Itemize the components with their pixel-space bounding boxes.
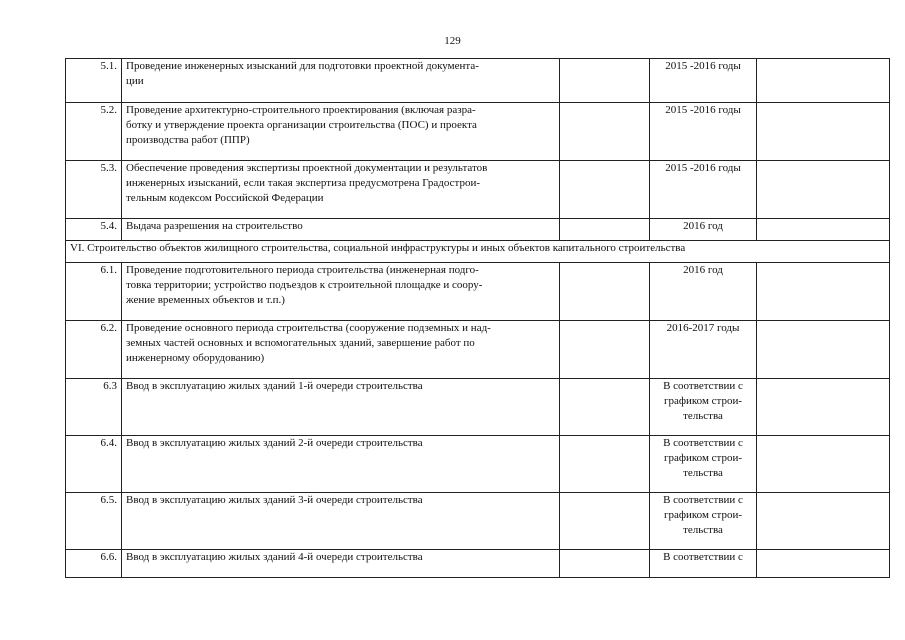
empty-cell (560, 436, 650, 493)
item-number (66, 263, 122, 321)
item-number-text: 6.3 (103, 380, 117, 392)
table-row (66, 103, 890, 161)
item-period-text: 2015 -2016 годы (665, 60, 741, 72)
item-period-text: 2016-2017 годы (666, 322, 740, 334)
empty-cell (560, 219, 650, 241)
empty-cell (757, 379, 890, 436)
item-period (650, 436, 757, 493)
item-number (66, 493, 122, 550)
section-row (66, 241, 890, 263)
empty-cell (560, 550, 650, 578)
schedule-table (65, 58, 890, 578)
table-row (66, 321, 890, 379)
empty-cell (757, 321, 890, 379)
item-description (122, 59, 560, 103)
empty-cell (560, 321, 650, 379)
item-number (66, 219, 122, 241)
item-description-text: Проведение подготовительного периода строительства (инженерная подго- товка территории; устройство подъездов к строительной площадке и соору- жение временных объектов и т.п.) (126, 264, 483, 306)
section-heading: VI. Строительство объектов жилищного строительства, социальной инфраструктуры и иных объектов капитального строительства (66, 241, 890, 263)
empty-cell (560, 493, 650, 550)
item-description-text: Ввод в эксплуатацию жилых зданий 4-й очереди строительства (126, 551, 423, 563)
item-period (650, 550, 757, 578)
table-row (66, 550, 890, 578)
item-description-text: Ввод в эксплуатацию жилых зданий 1-й очереди строительства (126, 380, 423, 392)
item-period-text: 2015 -2016 годы (665, 104, 741, 116)
item-period (650, 493, 757, 550)
item-period (650, 103, 757, 161)
table-row (66, 161, 890, 219)
empty-cell (757, 59, 890, 103)
item-period (650, 59, 757, 103)
item-period-text: 2015 -2016 годы (665, 162, 741, 174)
item-period-text: В соответствии с (663, 551, 743, 563)
table-row (66, 379, 890, 436)
page-number: 129 (444, 35, 461, 47)
empty-cell (757, 103, 890, 161)
item-number-text: 6.2. (100, 322, 117, 334)
item-description (122, 263, 560, 321)
item-period-text: В соответствии с графиком строи- тельства (663, 380, 743, 422)
empty-cell (757, 436, 890, 493)
item-description-text: Ввод в эксплуатацию жилых зданий 2-й очереди строительства (126, 437, 423, 449)
empty-cell (757, 219, 890, 241)
item-number (66, 103, 122, 161)
item-description (122, 103, 560, 161)
item-description (122, 550, 560, 578)
empty-cell (560, 379, 650, 436)
schedule-body (66, 59, 890, 578)
empty-cell (560, 263, 650, 321)
table-row (66, 59, 890, 103)
item-number-text: 6.4. (100, 437, 117, 449)
empty-cell (757, 161, 890, 219)
item-period (650, 219, 757, 241)
item-number-text: 5.2. (100, 104, 117, 116)
empty-cell (560, 59, 650, 103)
item-description (122, 379, 560, 436)
item-number-text: 6.5. (100, 494, 117, 506)
item-number (66, 161, 122, 219)
item-number-text: 5.3. (100, 162, 117, 174)
table-row (66, 219, 890, 241)
item-number (66, 321, 122, 379)
item-number (66, 550, 122, 578)
item-number-text: 6.1. (100, 264, 117, 276)
item-period-text: В соответствии с графиком строи- тельства (663, 494, 743, 536)
empty-cell (757, 263, 890, 321)
item-description-text: Проведение основного периода строительства (сооружение подземных и над- земных частей основных и вспомогательных зданий, завершение работ по инженерному оборудованию) (126, 322, 491, 364)
item-number-text: 6.6. (100, 551, 117, 563)
table-row (66, 493, 890, 550)
item-description (122, 436, 560, 493)
item-description-text: Проведение архитектурно-строительного проектирования (включая разра- ботку и утверждение проекта организации строительства (ПОС) и проекта производства работ (ППР) (126, 104, 477, 146)
item-period-text: 2016 год (683, 264, 723, 276)
item-period-text: 2016 год (683, 220, 723, 232)
item-period (650, 161, 757, 219)
item-period (650, 379, 757, 436)
table-row (66, 263, 890, 321)
empty-cell (560, 161, 650, 219)
item-period (650, 321, 757, 379)
item-description-text: Обеспечение проведения экспертизы проектной документации и результатов инженерных изысканий, если такая экспертиза предусмотрена Градострои- тельным кодексом Российской Федерации (126, 162, 488, 204)
item-description (122, 161, 560, 219)
item-description (122, 493, 560, 550)
item-description-text: Выдача разрешения на строительство (126, 220, 303, 232)
table-row (66, 436, 890, 493)
item-description-text: Проведение инженерных изысканий для подготовки проектной документа- ции (126, 60, 479, 87)
item-description-text: Ввод в эксплуатацию жилых зданий 3-й очереди строительства (126, 494, 423, 506)
item-number-text: 5.1. (100, 60, 117, 72)
item-number (66, 379, 122, 436)
empty-cell (757, 550, 890, 578)
empty-cell (757, 493, 890, 550)
item-number (66, 436, 122, 493)
item-description (122, 321, 560, 379)
item-period (650, 263, 757, 321)
item-number (66, 59, 122, 103)
item-number-text: 5.4. (100, 220, 117, 232)
empty-cell (560, 103, 650, 161)
item-period-text: В соответствии с графиком строи- тельства (663, 437, 743, 479)
item-description (122, 219, 560, 241)
